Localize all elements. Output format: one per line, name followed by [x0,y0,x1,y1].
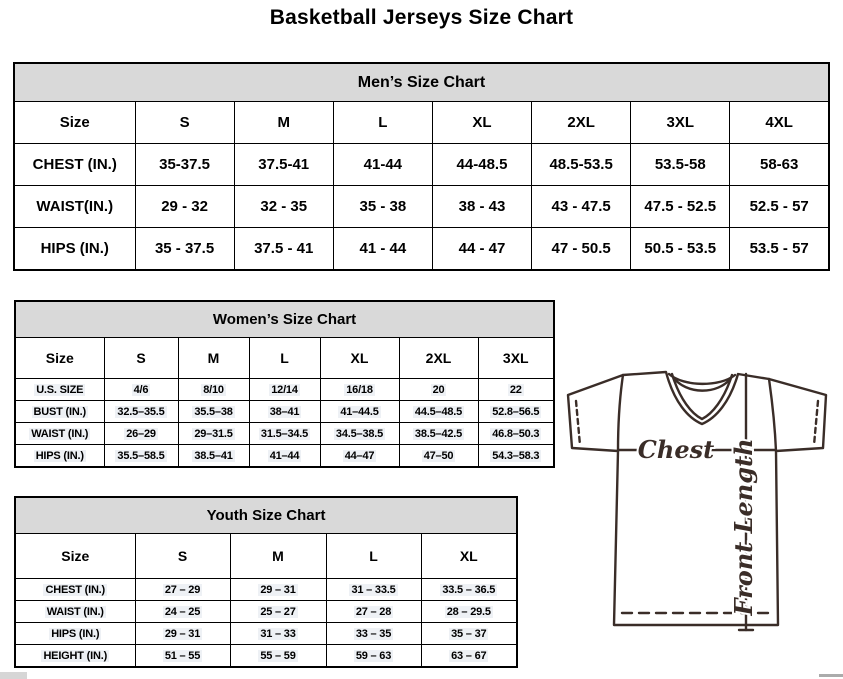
col-header: Size [15,534,135,579]
cell: 32.5–35.5 [104,401,178,423]
col-header: XL [421,534,517,579]
col-header: M [178,338,249,379]
cell: 46.8–50.3 [478,423,554,445]
cell: 55 – 59 [230,645,326,668]
row-label: BUST (IN.) [15,401,104,423]
cell: 35-37.5 [135,144,234,186]
cell: 12/14 [249,379,320,401]
cell: 43 - 47.5 [532,186,631,228]
table-row [15,445,554,468]
col-header: Size [15,338,104,379]
cell: 33 – 35 [326,623,421,645]
cell: 22 [478,379,554,401]
cell: 26–29 [104,423,178,445]
cell: 35.5–38 [178,401,249,423]
cell: 29–31.5 [178,423,249,445]
table-row [15,601,517,623]
table-row [15,338,554,379]
table-row [14,102,829,144]
cell: 32 - 35 [234,186,333,228]
front-length-label: Front Length [729,438,758,616]
cell: 48.5-53.5 [532,144,631,186]
h-scrollbar-track-end[interactable] [819,674,843,677]
cell: 34.5–38.5 [320,423,399,445]
cell: 29 – 31 [135,623,230,645]
cell: 37.5-41 [234,144,333,186]
row-label: HIPS (IN.) [14,228,135,271]
table-row [15,301,554,338]
cell: 44-48.5 [432,144,531,186]
cell: 25 – 27 [230,601,326,623]
row-label: HIPS (IN.) [15,445,104,468]
col-header: 4XL [730,102,829,144]
cell: 37.5 - 41 [234,228,333,271]
cell: 47–50 [399,445,478,468]
table-row [15,645,517,668]
row-label: CHEST (IN.) [15,579,135,601]
cell: 41-44 [333,144,432,186]
womens-size-table [14,300,555,468]
cell: 44 - 47 [432,228,531,271]
cell: 58-63 [730,144,829,186]
col-header: 2XL [399,338,478,379]
cell: 27 – 29 [135,579,230,601]
table-row [15,534,517,579]
col-header: L [333,102,432,144]
table-row [14,228,829,271]
cell: 24 – 25 [135,601,230,623]
cell: 20 [399,379,478,401]
table-row [15,623,517,645]
table-row [15,379,554,401]
table-title: Women’s Size Chart [15,301,554,338]
cell: 53.5 - 57 [730,228,829,271]
col-header: XL [432,102,531,144]
row-label: HEIGHT (IN.) [15,645,135,668]
cell: 38.5–42.5 [399,423,478,445]
jersey-outline [568,372,826,625]
cell: 52.5 - 57 [730,186,829,228]
cell: 41–44.5 [320,401,399,423]
cell: 53.5-58 [631,144,730,186]
cell: 35.5–58.5 [104,445,178,468]
table-row [15,423,554,445]
col-header: M [234,102,333,144]
cell: 38–41 [249,401,320,423]
cell: 44–47 [320,445,399,468]
jersey-measurement-diagram [556,362,843,634]
row-label: WAIST(IN.) [14,186,135,228]
cell: 29 – 31 [230,579,326,601]
cell: 41–44 [249,445,320,468]
table-row [15,579,517,601]
chest-label: Chest [637,435,715,464]
row-label: CHEST (IN.) [14,144,135,186]
cell: 27 – 28 [326,601,421,623]
col-header: M [230,534,326,579]
table-row [14,186,829,228]
row-label: WAIST (IN.) [15,601,135,623]
h-scrollbar-thumb[interactable] [0,672,27,679]
cell: 47.5 - 52.5 [631,186,730,228]
cell: 38.5–41 [178,445,249,468]
row-label: WAIST (IN.) [15,423,104,445]
cell: 31 – 33.5 [326,579,421,601]
cell: 63 – 67 [421,645,517,668]
col-header: 3XL [631,102,730,144]
col-header: S [104,338,178,379]
cell: 35 - 38 [333,186,432,228]
cell: 35 – 37 [421,623,517,645]
table-row [14,63,829,102]
cell: 33.5 – 36.5 [421,579,517,601]
youth-size-table [14,496,518,668]
row-label: U.S. SIZE [15,379,104,401]
cell: 31.5–34.5 [249,423,320,445]
mens-size-table [13,62,830,271]
col-header: L [326,534,421,579]
cell: 28 – 29.5 [421,601,517,623]
cell: 4/6 [104,379,178,401]
col-header: 3XL [478,338,554,379]
table-row [14,144,829,186]
col-header: S [135,102,234,144]
cell: 16/18 [320,379,399,401]
cell: 29 - 32 [135,186,234,228]
cell: 51 – 55 [135,645,230,668]
cell: 54.3–58.3 [478,445,554,468]
cell: 8/10 [178,379,249,401]
cell: 31 – 33 [230,623,326,645]
col-header: XL [320,338,399,379]
cell: 47 - 50.5 [532,228,631,271]
cell: 59 – 63 [326,645,421,668]
col-header: Size [14,102,135,144]
cell: 41 - 44 [333,228,432,271]
page-title: Basketball Jerseys Size Chart [269,6,574,29]
table-row [15,401,554,423]
cell: 50.5 - 53.5 [631,228,730,271]
col-header: 2XL [532,102,631,144]
table-title: Men’s Size Chart [14,63,829,102]
row-label: HIPS (IN.) [15,623,135,645]
table-title: Youth Size Chart [15,497,517,534]
cell: 38 - 43 [432,186,531,228]
col-header: S [135,534,230,579]
table-row [15,497,517,534]
cell: 44.5–48.5 [399,401,478,423]
col-header: L [249,338,320,379]
cell: 35 - 37.5 [135,228,234,271]
cell: 52.8–56.5 [478,401,554,423]
